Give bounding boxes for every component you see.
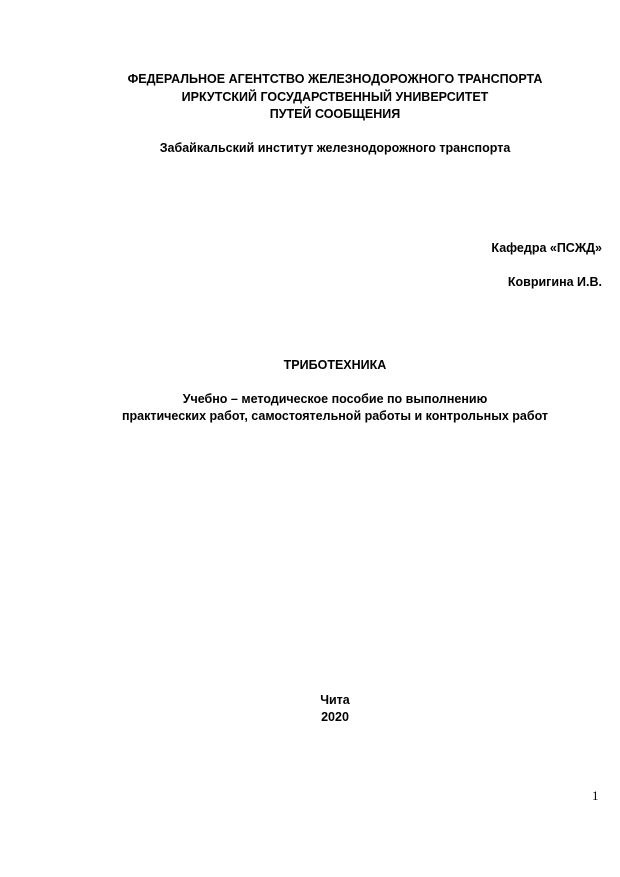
page-number: 1 <box>592 788 599 803</box>
university-heading-line1: ИРКУТСКИЙ ГОСУДАРСТВЕННЫЙ УНИВЕРСИТЕТ <box>181 90 489 104</box>
agency-heading: ФЕДЕРАЛЬНОЕ АГЕНТСТВО ЖЕЛЕЗНОДОРОЖНОГО ТРАНСПОРТА <box>127 72 543 86</box>
city: Чита <box>320 693 350 707</box>
department-name: Кафедра «ПСЖД» <box>491 241 602 255</box>
subtitle-line2: практических работ, самостоятельной работы и контрольных работ <box>121 409 549 423</box>
university-heading-line2: ПУТЕЙ СООБЩЕНИЯ <box>269 107 401 121</box>
author-name: Ковригина И.В. <box>507 275 602 289</box>
year: 2020 <box>321 710 349 724</box>
institute-name: Забайкальский институт железнодорожного транспорта <box>159 141 511 155</box>
document-title: ТРИБОТЕХНИКА <box>283 358 387 372</box>
subtitle-line1: Учебно – методическое пособие по выполнению <box>182 392 488 406</box>
